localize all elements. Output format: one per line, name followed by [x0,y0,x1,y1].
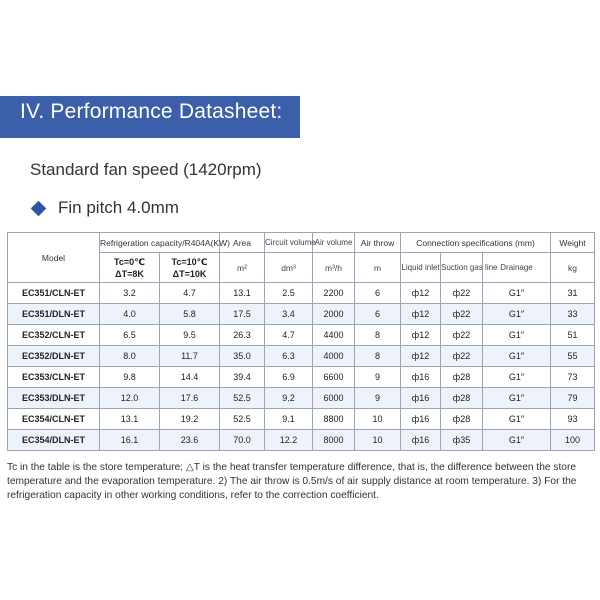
cell-tc0: 12.0 [100,388,160,409]
cell-suction: ф22 [441,346,483,367]
cell-air: 2000 [313,304,355,325]
cell-circuit: 3.4 [265,304,313,325]
cell-throw: 6 [355,283,401,304]
cell-suction: ф28 [441,367,483,388]
cell-suction: ф22 [441,304,483,325]
cell-tc0: 8.0 [100,346,160,367]
cell-throw: 10 [355,409,401,430]
table-row [8,430,595,451]
cell-area: 13.1 [220,283,265,304]
cell-area: 70.0 [220,430,265,451]
table-row [8,283,595,304]
header-circuit-volume: Circuit volume [265,233,313,253]
cell-model: EC354/DLN-ET [8,430,100,451]
cell-tc10: 17.6 [160,388,220,409]
header-air-throw: Air throw [355,233,401,253]
cell-drain: G1″ [483,325,551,346]
section-title: IV. Performance Datasheet: [20,100,283,123]
cell-area: 17.5 [220,304,265,325]
cell-weight: 100 [551,430,595,451]
cell-drain: G1″ [483,430,551,451]
diamond-bullet-icon [31,200,47,216]
cell-tc10: 4.7 [160,283,220,304]
cell-liquid: ф12 [401,325,441,346]
unit-air: m³/h [313,253,355,283]
cell-weight: 93 [551,409,595,430]
table-row [8,325,595,346]
performance-table [7,232,595,451]
table-row [8,409,595,430]
unit-area: m² [220,253,265,283]
table-row [8,304,595,325]
cell-circuit: 4.7 [265,325,313,346]
cell-circuit: 2.5 [265,283,313,304]
cell-area: 52.5 [220,388,265,409]
cell-tc0: 13.1 [100,409,160,430]
cell-tc0: 9.8 [100,367,160,388]
cell-liquid: ф16 [401,409,441,430]
cell-throw: 9 [355,367,401,388]
header-connection: Connection specifications (mm) [401,233,551,253]
cell-liquid: ф16 [401,430,441,451]
cell-suction: ф22 [441,283,483,304]
cell-circuit: 6.3 [265,346,313,367]
cell-air: 6000 [313,388,355,409]
cell-liquid: ф16 [401,367,441,388]
header-tc10: Tc=10℃ ΔT=10K [160,253,220,283]
cell-throw: 8 [355,325,401,346]
cell-tc10: 19.2 [160,409,220,430]
cell-suction: ф28 [441,409,483,430]
cell-model: EC351/CLN-ET [8,283,100,304]
cell-weight: 73 [551,367,595,388]
cell-tc0: 3.2 [100,283,160,304]
cell-model: EC351/DLN-ET [8,304,100,325]
header-model: Model [8,233,100,283]
table-row [8,346,595,367]
fin-pitch-label: Fin pitch 4.0mm [58,198,179,217]
header-weight: Weight [551,233,595,253]
cell-air: 8800 [313,409,355,430]
cell-liquid: ф12 [401,304,441,325]
header-row-1 [8,233,595,253]
header-drainage: Drainage [483,253,551,283]
cell-model: EC354/CLN-ET [8,409,100,430]
table-row [8,367,595,388]
cell-tc10: 23.6 [160,430,220,451]
header-liquid-inlet: Liquid inlet [401,253,441,283]
cell-drain: G1″ [483,346,551,367]
unit-throw: m [355,253,401,283]
cell-area: 52.5 [220,409,265,430]
cell-air: 6600 [313,367,355,388]
table-row [8,388,595,409]
header-air-volume: Air volume [313,233,355,253]
cell-liquid: ф16 [401,388,441,409]
cell-tc10: 9.5 [160,325,220,346]
cell-weight: 79 [551,388,595,409]
cell-tc0: 16.1 [100,430,160,451]
header-tc0: Tc=0℃ ΔT=8K [100,253,160,283]
cell-circuit: 9.1 [265,409,313,430]
cell-area: 39.4 [220,367,265,388]
cell-drain: G1″ [483,388,551,409]
cell-air: 4000 [313,346,355,367]
cell-throw: 8 [355,346,401,367]
cell-suction: ф28 [441,388,483,409]
cell-liquid: ф12 [401,283,441,304]
cell-area: 35.0 [220,346,265,367]
cell-throw: 9 [355,388,401,409]
cell-weight: 51 [551,325,595,346]
footnote: Tc in the table is the store temperature; △T is the heat transfer temperature difference, that is, the difference between the store temperature and the evaporation temperature. 2) The air throw is 0.5m/s of air supply distance at room temperature. 3) For the refrigeration capacity in other working conditions, refer to the correction coefficient. [7,462,577,501]
cell-tc10: 5.8 [160,304,220,325]
cell-model: EC353/CLN-ET [8,367,100,388]
cell-air: 8000 [313,430,355,451]
cell-model: EC352/DLN-ET [8,346,100,367]
cell-circuit: 9.2 [265,388,313,409]
cell-drain: G1″ [483,367,551,388]
cell-weight: 33 [551,304,595,325]
cell-liquid: ф12 [401,346,441,367]
cell-model: EC353/DLN-ET [8,388,100,409]
fan-speed-subtitle: Standard fan speed (1420rpm) [30,160,262,179]
cell-throw: 6 [355,304,401,325]
cell-tc10: 14.4 [160,367,220,388]
cell-throw: 10 [355,430,401,451]
cell-tc0: 4.0 [100,304,160,325]
cell-circuit: 12.2 [265,430,313,451]
cell-weight: 31 [551,283,595,304]
cell-model: EC352/CLN-ET [8,325,100,346]
cell-tc0: 6.5 [100,325,160,346]
cell-area: 26.3 [220,325,265,346]
section-banner [0,96,300,138]
cell-tc10: 11.7 [160,346,220,367]
unit-circuit: dm³ [265,253,313,283]
cell-weight: 55 [551,346,595,367]
cell-drain: G1″ [483,409,551,430]
cell-air: 2200 [313,283,355,304]
header-area: Area [220,233,265,253]
header-capacity: Refrigeration capacity/R404A(KW) [100,233,220,253]
cell-drain: G1″ [483,283,551,304]
fin-pitch-line [30,198,179,218]
cell-suction: ф22 [441,325,483,346]
cell-drain: G1″ [483,304,551,325]
unit-weight: kg [551,253,595,283]
header-suction: Suction gas line [441,253,483,283]
cell-circuit: 6.9 [265,367,313,388]
cell-suction: ф35 [441,430,483,451]
cell-air: 4400 [313,325,355,346]
